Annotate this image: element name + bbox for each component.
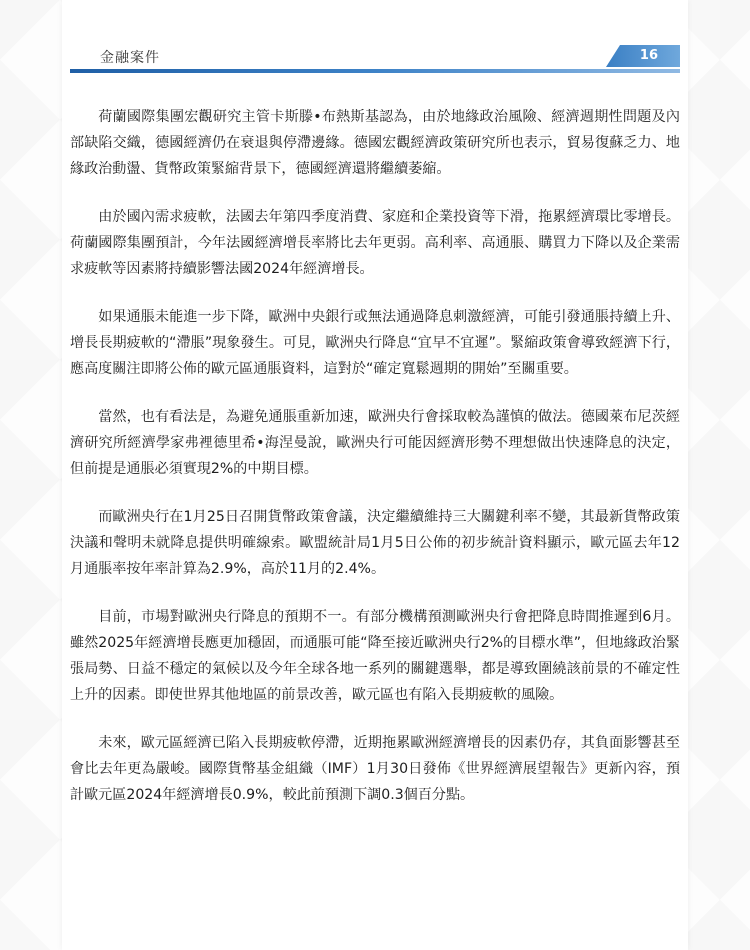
header-rule	[70, 69, 680, 73]
paragraph: 如果通脹未能進一步下降，歐洲中央銀行或無法通過降息刺激經濟，可能引發通脹持續上升、增長長期疲軟的“滯脹”現象發生。可見，歐洲央行降息“宜早不宜遲”。緊縮政策會導致經濟下行，應高度關注即將公佈的歐元區通脹資料，這對於“確定寬鬆週期的開始”至關重要。	[70, 309, 680, 377]
page-number: 16	[639, 48, 658, 63]
paragraph: 未來，歐元區經濟已陷入長期疲軟停滯，近期拖累歐洲經濟增長的因素仍存，其負面影響甚至會比去年更為嚴峻。國際貨幣基金組織（IMF）1月30日發佈《世界經濟展望報告》更新內容，預計歐元區2024年經濟增長0.9%，較此前預測下調0.3個百分點。	[70, 735, 680, 803]
paragraph: 目前，市場對歐洲央行降息的預期不一。有部分機構預測歐洲央行會把降息時間推遲到6月。雖然2025年經濟增長應更加穩固，而通脹可能“降至接近歐洲央行2%的目標水準”，但地緣政治緊張局勢、日益不穩定的氣候以及今年全球各地一系列的關鍵選舉，都是導致圍繞該前景的不確定性上升的因素。即使世界其他地區的前景改善，歐元區也有陷入長期疲軟的風險。	[70, 609, 680, 703]
article-body	[70, 104, 680, 830]
section-title: 金融案件	[100, 50, 160, 66]
page-header	[70, 45, 680, 75]
paragraph: 當然，也有看法是，為避免通脹重新加速，歐洲央行會採取較為謹慎的做法。德國萊布尼茨經濟研究所經濟學家弗裡德里希•海涅曼說，歐洲央行可能因經濟形勢不理想做出快速降息的決定，但前提是通脹必須實現2%的中期目標。	[70, 409, 680, 477]
paragraph: 荷蘭國際集團宏觀研究主管卡斯滕•布熱斯基認為，由於地緣政治風險、經濟週期性問題及內部缺陷交織，德國經濟仍在衰退與停滯邊緣。德國宏觀經濟政策研究所也表示，貿易復蘇乏力、地緣政治動盪、貨幣政策緊縮背景下，德國經濟還將繼續萎縮。	[70, 109, 680, 177]
paragraph: 由於國內需求疲軟，法國去年第四季度消費、家庭和企業投資等下滑，拖累經濟環比零增長。荷蘭國際集團預計，今年法國經濟增長率將比去年更弱。高利率、高通脹、購買力下降以及企業需求疲軟等因素將持續影響法國2024年經濟增長。	[70, 209, 680, 277]
paragraph: 而歐洲央行在1月25日召開貨幣政策會議，決定繼續維持三大關鍵利率不變，其最新貨幣政策決議和聲明未就降息提供明確線索。歐盟統計局1月5日公佈的初步統計資料顯示，歐元區去年12月通脹率按年率計算為2.9%，高於11月的2.4%。	[70, 509, 680, 577]
